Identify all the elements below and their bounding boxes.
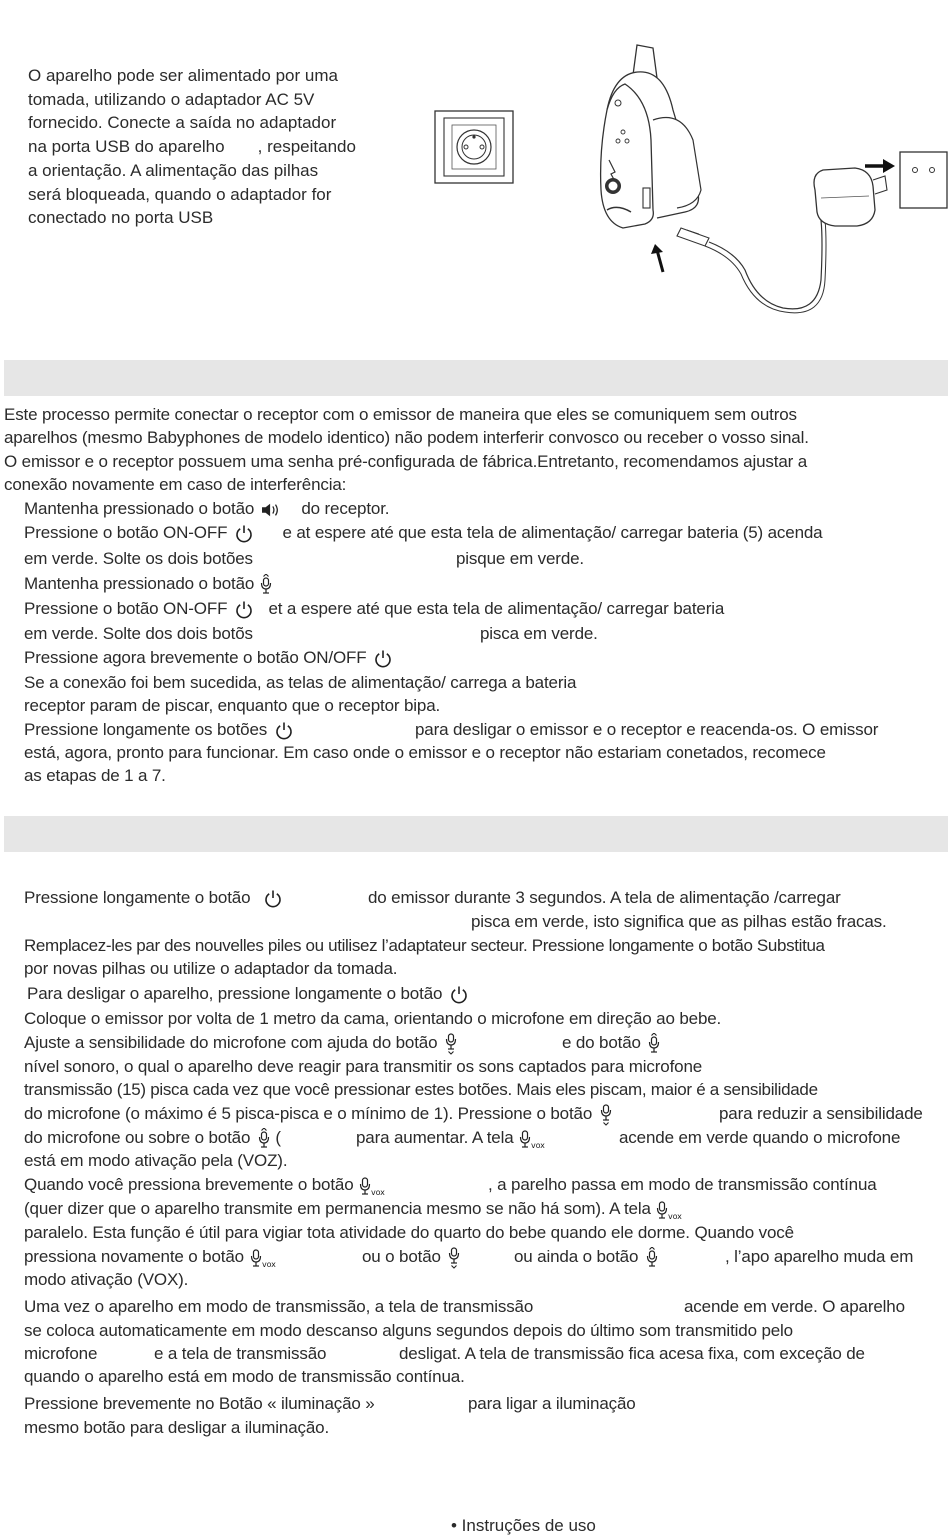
- usage-text: ou ainda o botão: [514, 1247, 639, 1266]
- usage-line: [362, 1245, 461, 1269]
- pairing-line: conexão novamente em caso de interferência:: [4, 475, 347, 494]
- step-7: [24, 718, 294, 741]
- step-text: pisque em verde.: [456, 549, 585, 568]
- power-icon: [234, 524, 254, 544]
- svg-text:vox: vox: [371, 1187, 385, 1197]
- usage-text: para aumentar. A tela: [356, 1128, 514, 1147]
- usage-text: modo ativação (VOX).: [24, 1270, 189, 1289]
- mic-vox-icon: [655, 1199, 685, 1221]
- mic-vox-icon: [358, 1175, 388, 1197]
- pairing-line: aparelhos (mesmo Babyphones de modelo identico) não podem interferir convosco ou receber o vosso sinal.: [4, 428, 809, 447]
- usage-text: está em modo ativação pela (VOZ).: [24, 1151, 288, 1170]
- usage-text: desligat. A tela de transmissão fica acesa fixa, com exceção de: [399, 1344, 865, 1363]
- mic-down-icon: [447, 1247, 461, 1269]
- step-text: as etapas de 1 a 7.: [24, 766, 166, 785]
- usage-line: [24, 1126, 281, 1150]
- mic-down-icon: [444, 1033, 458, 1055]
- power-icon: [234, 600, 254, 620]
- usage-text: ou o botão: [362, 1247, 441, 1266]
- step-text: Pressione o botão ON-OFF: [24, 523, 228, 542]
- intro-line: será bloqueada, quando o adaptador for: [28, 184, 332, 204]
- pairing-line: O emissor e o receptor possuem uma senha pré-configurada de fábrica.Entretanto, recomendamos ajustar a: [4, 452, 808, 471]
- usage-line: [24, 886, 283, 909]
- mic-up-icon: [645, 1247, 659, 1269]
- usage-text: microfone: [24, 1344, 98, 1363]
- usage-text: Ajuste a sensibilidade do microfone com ajuda do botão: [24, 1033, 438, 1052]
- step-2: [24, 521, 823, 544]
- step-text: está, agora, pronto para funcionar. Em caso onde o emissor e o receptor não estariam conetados, recomece: [24, 743, 826, 762]
- step-text: do receptor.: [301, 499, 390, 518]
- step-text: Mantenha pressionado o botão: [24, 499, 255, 518]
- usage-text: , a parelho passa em modo de transmissão contínua: [488, 1175, 877, 1194]
- step-text: em verde. Solte dos dois botõs: [24, 624, 253, 643]
- usage-text: Remplacez-les par des nouvelles piles ou utilisez l’adaptateur secteur. Pressione longamente o botão Substitua: [24, 936, 825, 955]
- speaker-icon: [259, 501, 283, 519]
- usage-text: (quer dizer que o aparelho transmite em permanencia mesmo se não há som). A tela: [24, 1199, 651, 1218]
- power-icon: [263, 889, 283, 909]
- mic-up-icon: [647, 1033, 661, 1055]
- usage-text: Quando você pressiona brevemente o botão: [24, 1175, 354, 1194]
- usage-line: [24, 1102, 613, 1126]
- step-text: Pressione longamente os botões: [24, 720, 268, 739]
- intro-line: O aparelho pode ser alimentado por uma: [28, 66, 338, 85]
- mic-down-icon: [599, 1104, 613, 1126]
- usage-text: do emissor durante 3 segundos. A tela de alimentação /carregar: [368, 888, 841, 907]
- usage-text: Pressione longamente o botão: [24, 888, 251, 907]
- step-text: Pressione agora brevemente o botão ON/OFF: [24, 648, 367, 667]
- svg-text:vox: vox: [668, 1211, 683, 1221]
- step-5: [24, 646, 393, 669]
- mic-vox-icon: [249, 1247, 279, 1269]
- intro-line: a orientação. A alimentação das pilhas: [28, 160, 319, 180]
- step-text: e at espere até que esta tela de alimentação/ carregar bateria (5) acenda: [282, 523, 823, 542]
- intro-line: na porta USB do aparelho , respeitando: [28, 137, 356, 157]
- usage-line: [356, 1126, 548, 1150]
- usage-text: do microfone ou sobre o botão: [24, 1128, 251, 1147]
- usage-text: (: [275, 1128, 281, 1147]
- svg-text:vox: vox: [531, 1140, 545, 1150]
- step-3: [24, 572, 273, 596]
- intro-line: fornecido. Conecte a saída no adaptador: [28, 113, 337, 133]
- usage-text: , l’apo aparelho muda em: [725, 1247, 914, 1266]
- section-header-bar: [4, 360, 948, 396]
- step-text: Se a conexão foi bem sucedida, as telas de alimentação/ carrega a bateria: [24, 673, 577, 692]
- usage-text: acende em verde. O aparelho: [684, 1297, 905, 1316]
- page-footer: • Instruções de uso: [451, 1516, 596, 1535]
- step-text: para desligar o emissor e o receptor e reacenda-os. O emissor: [415, 720, 879, 739]
- usage-line: [24, 1173, 388, 1197]
- intro-line: tomada, utilizando o adaptador AC 5V: [28, 89, 315, 109]
- usage-text: e a tela de transmissão: [154, 1344, 327, 1363]
- usage-line: [24, 1031, 458, 1055]
- usage-text: se coloca automaticamente em modo descanso alguns segundos depois do último som transmitido pelo: [24, 1321, 793, 1340]
- power-icon: [274, 721, 294, 741]
- usage-text: transmissão (15) pisca cada vez que você pressionar estes botões. Mais eles piscam, maior é a sensibilidade: [24, 1080, 818, 1099]
- step-text: et a espere até que esta tela de alimentação/ carregar bateria: [268, 599, 725, 618]
- mic-up-icon: [257, 1128, 271, 1150]
- usage-text: Para desligar o aparelho, pressione longamente o botão: [27, 984, 443, 1003]
- step-text: receptor param de piscar, enquanto que o receptor bipa.: [24, 696, 441, 715]
- usage-text: por novas pilhas ou utilize o adaptador da tomada.: [24, 959, 398, 978]
- step-text: pisca em verde.: [480, 624, 598, 643]
- intro-paragraph: [28, 64, 401, 230]
- step-text: em verde. Solte os dois botões: [24, 549, 253, 568]
- step-text: Pressione o botão ON-OFF: [24, 599, 228, 618]
- intro-line: conectado no porta USB: [28, 208, 214, 228]
- pairing-line: Este processo permite conectar o receptor com o emissor de maneira que eles se comuniquem sem outros: [4, 405, 797, 424]
- section-header-bar: [4, 816, 948, 852]
- usage-line: [562, 1031, 661, 1055]
- usage-text: nível sonoro, o qual o aparelho deve reagir para transmitir os sons captados para microfone: [24, 1057, 703, 1076]
- usage-text: Pressione brevemente no Botão « iluminação »: [24, 1394, 375, 1413]
- step-4: [24, 597, 724, 620]
- usage-text: para reduzir a sensibilidade: [719, 1104, 923, 1123]
- usage-line: [514, 1245, 659, 1269]
- step-1: [24, 497, 389, 520]
- mic-vox-icon: [518, 1128, 548, 1150]
- usage-text: paralelo. Esta função é útil para vigiar tota atividade do quarto do bebe quando ele dorme. Quando você: [24, 1223, 794, 1242]
- mic-up-icon: [259, 574, 273, 596]
- usage-text: pisca em verde, isto significa que as pilhas estão fracas.: [471, 912, 887, 931]
- power-icon: [449, 985, 469, 1005]
- usage-line: [27, 982, 469, 1005]
- usage-text: do microfone (o máximo é 5 pisca-pisca e o mínimo de 1). Pressione o botão: [24, 1104, 593, 1123]
- usage-line: [24, 1197, 685, 1221]
- step-text: Mantenha pressionado o botão: [24, 574, 255, 593]
- baby-monitor-illustration: [585, 40, 950, 320]
- usage-text: Uma vez o aparelho em modo de transmissão, a tela de transmissão: [24, 1297, 534, 1316]
- usage-text: acende em verde quando o microfone: [619, 1128, 901, 1147]
- usage-text: Coloque o emissor por volta de 1 metro da cama, orientando o microfone em direção ao bebe.: [24, 1009, 722, 1028]
- usage-text: mesmo botão para desligar a iluminação.: [24, 1418, 330, 1437]
- usage-text: pressiona novamente o botão: [24, 1247, 244, 1266]
- wall-socket-icon: [434, 110, 514, 184]
- usage-text: para ligar a iluminação: [468, 1394, 636, 1413]
- usage-text: e do botão: [562, 1033, 641, 1052]
- power-icon: [373, 649, 393, 669]
- usage-text: quando o aparelho está em modo de transmissão contínua.: [24, 1367, 465, 1386]
- step-2-cont: [24, 547, 253, 570]
- usage-line: [24, 1245, 279, 1269]
- svg-text:vox: vox: [261, 1259, 276, 1269]
